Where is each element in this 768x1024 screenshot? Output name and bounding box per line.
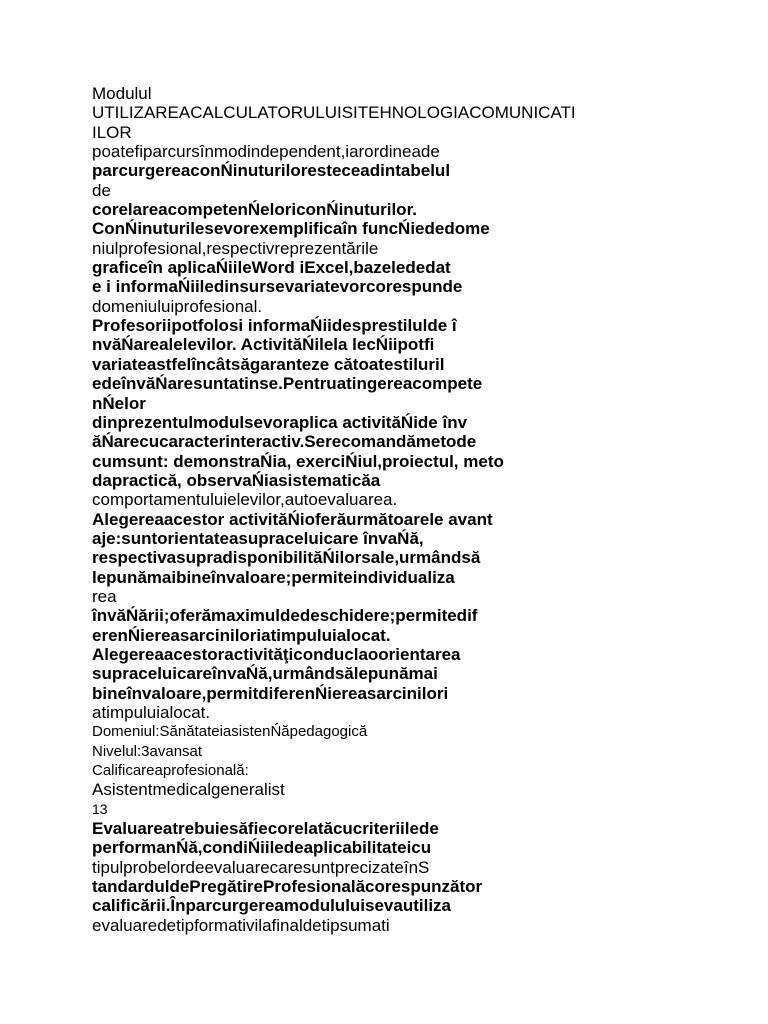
text-line: erenŃiereasarciniloriatimpuluialocat. bbox=[92, 625, 391, 645]
footer-qualification: Asistentmedicalgeneralist bbox=[92, 780, 285, 800]
footer-domain: Domeniul:SănătateiasistenŃăpedagogică bbox=[92, 723, 368, 741]
text-line: UTILIZAREACALCULATORULUISITEHNOLOGIACOMUNICATI bbox=[92, 103, 576, 123]
text-line: evaluaredetipformativilafinaldetipsumati bbox=[92, 915, 390, 935]
text-line: graficeîn aplicaŃiileWord iExcel,bazeledеdat bbox=[92, 258, 451, 278]
text-line: variateastfelîncâtsăgaranteze cătoatestiluril bbox=[92, 354, 445, 374]
text-line: cumsunt: demonstraŃia, exerciŃiul,proiectul, meto bbox=[92, 451, 504, 471]
text-line: edeînvăŃaresuntatinse.Pentruatingereacompete bbox=[92, 374, 483, 394]
text-line: ConŃinuturilesevorexemplificaîn funcŃiededome bbox=[92, 219, 490, 239]
text-line: niulprofesional,respectivreprezentările bbox=[92, 238, 379, 258]
text-line: ăŃarecucaracterinteractiv.Serecomandămetode bbox=[92, 432, 477, 452]
text-line: nŃelor bbox=[92, 393, 146, 413]
text-line: atimpuluialocat. bbox=[92, 703, 211, 722]
text-line: învăŃării;oferămaximuldedeschidere;permitedif bbox=[92, 606, 478, 626]
text-line: corelareacompetenŃeloriconŃinuturilor. bbox=[92, 200, 417, 220]
document-text bbox=[92, 84, 712, 935]
text-line: aje:suntorientateasupraceluicare învaŃă, bbox=[92, 528, 424, 548]
text-line: Alegereaacestoractivităţiconduclaoorientarea bbox=[92, 644, 461, 664]
text-line: supraceluicareînvaŃă,urmândsălepunămai bbox=[92, 664, 438, 684]
page-number: 13 bbox=[92, 800, 108, 817]
footer-qualification-label: Calificareaprofesională: bbox=[92, 762, 249, 780]
text-line: Evaluareatrebuiesăfiecorelatăcucriteriilede bbox=[92, 819, 439, 839]
text-line: ILOR bbox=[92, 122, 132, 142]
text-line: tipulprobelordeevaluarecaresuntprecizateînS bbox=[92, 857, 430, 877]
text-line: calificării.Înparcurgereamodululuisevautiliza bbox=[92, 896, 452, 916]
text-line: Alegereaacestor activităŃioferăurmătoarele avant bbox=[92, 509, 493, 529]
text-line: respectivasupradisponibilităŃilorsale,urmândsă bbox=[92, 548, 481, 568]
text-line: parcurgereaconŃinuturiloresteceadintabelul bbox=[92, 161, 451, 181]
text-line: e i informaŃiiledinsursevariatevorcorespunde bbox=[92, 277, 463, 297]
text-line: lepunămaibineînvaloare;permiteindividualiza bbox=[92, 567, 455, 587]
text-line: Modulul bbox=[92, 84, 152, 103]
footer-level: Nivelul:3avansat bbox=[92, 742, 203, 760]
text-line: dapractică, observaŃiasistematicăa bbox=[92, 470, 381, 490]
text-line: performanŃă,condiŃiiledeaplicabilitateicu bbox=[92, 838, 432, 858]
text-line: rea bbox=[92, 586, 117, 606]
text-line: domeniuluiprofesional. bbox=[92, 296, 263, 316]
text-line: de bbox=[92, 180, 111, 200]
text-line: Profesoriipotfolosi informaŃiidesprestilulde î bbox=[92, 316, 457, 336]
text-line: comportamentuluielevilor,autoevaluarea. bbox=[92, 490, 398, 510]
text-line: dinprezentulmodulsevoraplica activităŃide înv bbox=[92, 412, 468, 432]
text-line: bineînvaloare,permitdiferenŃiereasarcinilori bbox=[92, 683, 449, 703]
text-line: tandarduldePregătireProfesionalăcorespunzător bbox=[92, 877, 483, 897]
text-line: nvăŃarealelevilor. ActivităŃilela lecŃiipotfi bbox=[92, 335, 435, 355]
text-line: poatefiparcursînmodindependent,iarordineade bbox=[92, 142, 440, 162]
